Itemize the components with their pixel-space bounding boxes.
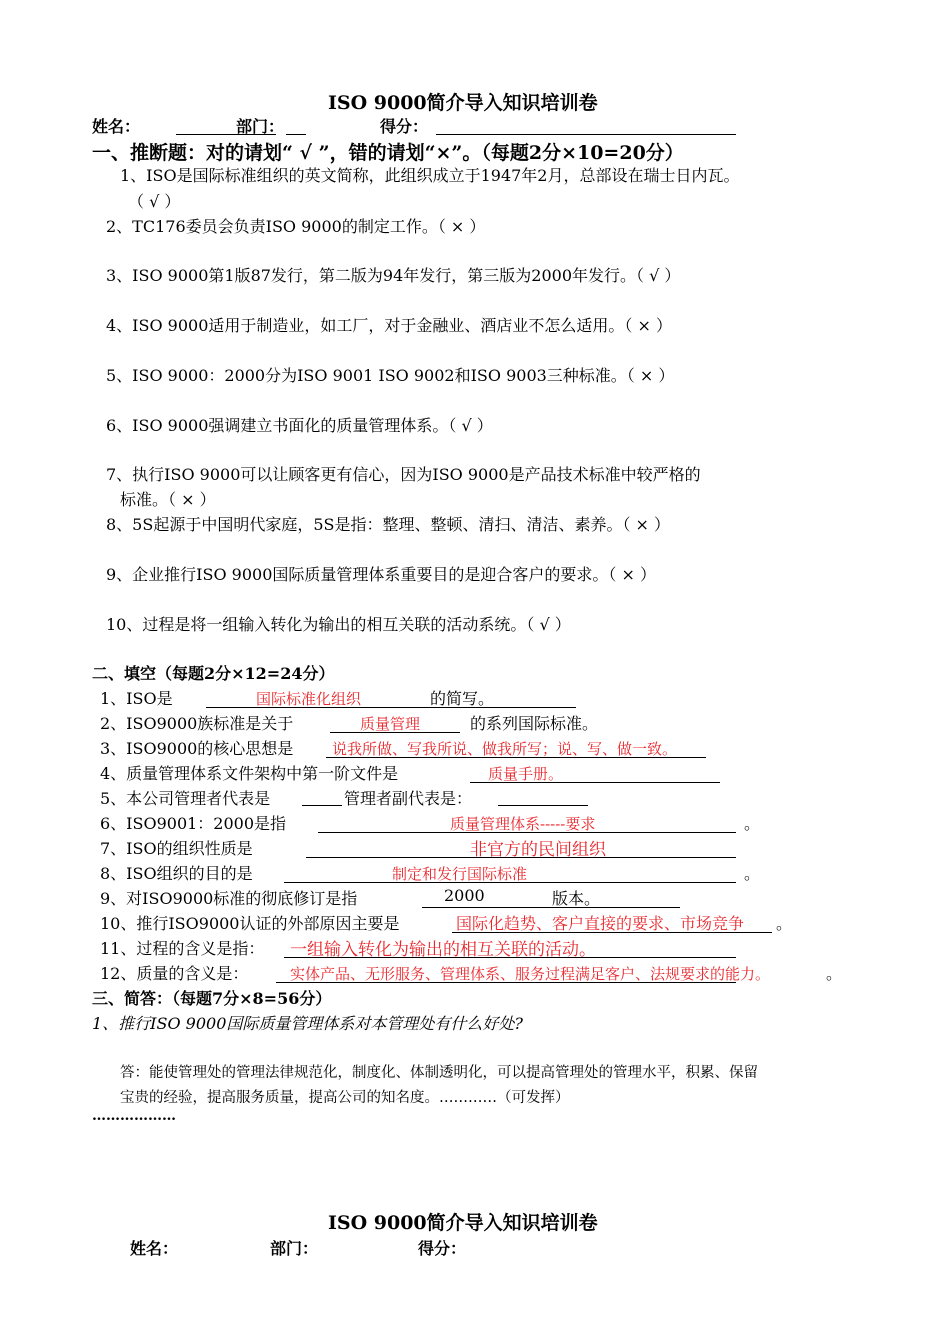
tf-item-5: 5、ISO 9000：2000分为ISO 9001 ISO 9002和ISO 9003三种标准。（ × ） [106,366,675,385]
section3-heading: 三、简答：（每题7分×8=56分） [92,989,332,1008]
tf-item-7-cont: 标准。（ × ） [120,490,216,509]
dept-underline [286,134,306,135]
fill-q8-text: 8、ISO组织的目的是 [100,864,253,883]
fill-q10-text: 10、推行ISO9000认证的外部原因主要是 [100,914,400,933]
fill-q5-mid: 管理者副代表是： [344,789,473,808]
page2-dept-label: 部门： [270,1239,319,1258]
page2-name-label: 姓名： [130,1239,179,1258]
fill-q2-answer: 质量管理 [360,715,421,733]
fill-q9-line [422,907,680,908]
score-underline [436,134,736,135]
fill-q2-line [330,732,460,733]
tf-item-7: 7、执行ISO 9000可以让顾客更有信心，因为ISO 9000是产品技术标准中较严格的 [106,465,701,484]
dept-label: 部门： [236,117,285,136]
fill-q10-line [452,932,772,933]
tf-item-3: 3、ISO 9000第1版87发行，第二版为94年发行，第三版为2000年发行。（ √ ） [106,266,681,285]
tf-item-8: 8、5S起源于中国明代家庭，5S是指：整理、整顿、清扫、清洁、素养。（ × ） [106,515,671,534]
fill-q5-line-b [498,805,588,806]
fill-q7-line [306,857,736,858]
fill-q2-text: 2、ISO9000族标准是关于 [100,714,294,733]
fill-q8-line [284,882,736,883]
continuation-dots: ……………… [92,1108,176,1124]
fill-q3-line [326,757,706,758]
fill-q2-suffix: 的系列国际标准。 [470,714,599,733]
short-answer-a1-line2: 宝贵的经验，提高服务质量，提高公司的知名度。…………（可发挥） [120,1090,570,1106]
tf-item-2: 2、TC176委员会负责ISO 9000的制定工作。（ × ） [106,217,486,236]
fill-q3-answer: 说我所做、写我所说、做我所写；说、写、做一致。 [332,740,678,758]
fill-q7-answer: 非官方的民间组织 [470,840,606,860]
fill-q9-text: 9、对ISO9000标准的彻底修订是指 [100,889,358,908]
fill-q10-answer: 国际化趋势、客户直接的要求、市场竞争 [456,914,745,933]
fill-q6-text: 6、ISO9001：2000是指 [100,814,287,833]
fill-q8-suffix: 。 [744,864,761,883]
fill-q12-line [276,982,736,983]
page2-title: ISO 9000简介导入知识培训卷 [328,1212,598,1234]
name-label: 姓名： [92,117,141,136]
fill-q1-line [206,707,576,708]
fill-q9-answer: 2000 [444,886,485,905]
fill-q9-suffix: 版本。 [552,889,601,908]
fill-q4-answer: 质量手册。 [488,765,564,783]
fill-q6-answer: 质量管理体系-----要求 [450,815,596,833]
tf-item-4: 4、ISO 9000适用于制造业，如工厂，对于金融业、酒店业不怎么适用。（ × ） [106,316,672,335]
short-answer-q1: 1、推行ISO 9000国际质量管理体系对本管理处有什么好处? [92,1014,523,1033]
tf-item-6: 6、ISO 9000强调建立书面化的质量管理体系。（ √ ） [106,416,493,435]
tf-item-9: 9、企业推行ISO 9000国际质量管理体系重要目的是迎合客户的要求。（ × ） [106,565,656,584]
fill-q8-answer: 制定和发行国际标准 [392,865,528,883]
fill-q4-line [470,782,720,783]
fill-q6-suffix: 。 [744,814,761,833]
fill-q11-answer: 一组输入转化为输出的相互关联的活动。 [290,940,596,960]
tf-item-1: 1、ISO是国际标准组织的英文简称，此组织成立于1947年2月，总部设在瑞士日内瓦。 [120,166,740,185]
section1-heading: 一、推断题：对的请划“ √ ”，错的请划“×”。（每题2分×10=20分） [92,142,684,164]
short-answer-a1-line1: 答：能使管理处的管理法律规范化，制度化、体制透明化，可以提高管理处的管理水平，积累、保留 [120,1065,758,1081]
tf-item-1-mark: （ √ ） [128,192,181,211]
fill-q11-line [284,957,736,958]
section2-heading: 二、填空（每题2分×12=24分） [92,664,335,683]
fill-q12-suffix: 。 [826,964,843,983]
fill-q1-suffix: 的简写。 [430,689,495,708]
page-title: ISO 9000简介导入知识培训卷 [328,92,598,114]
tf-item-10: 10、过程是将一组输入转化为输出的相互关联的活动系统。（ √ ） [106,615,571,634]
fill-q7-text: 7、ISO的组织性质是 [100,839,253,858]
fill-q12-answer: 实体产品、无形服务、管理体系、服务过程满足客户、法规要求的能力。 [290,965,771,983]
page2-score-label: 得分： [418,1239,467,1258]
fill-q5-text: 5、本公司管理者代表是 [100,789,271,808]
fill-q10-suffix: 。 [776,914,793,933]
fill-q6-line [318,832,736,833]
fill-q3-text: 3、ISO9000的核心思想是 [100,739,294,758]
fill-q1-answer: 国际标准化组织 [256,690,362,708]
fill-q1-text: 1、ISO是 [100,689,173,708]
fill-q4-text: 4、质量管理体系文件架构中第一阶文件是 [100,764,399,783]
score-label: 得分： [380,117,429,136]
fill-q11-text: 11、过程的含义是指： [100,939,265,958]
fill-q12-text: 12、质量的含义是： [100,964,249,983]
fill-q5-line-a [302,805,342,806]
